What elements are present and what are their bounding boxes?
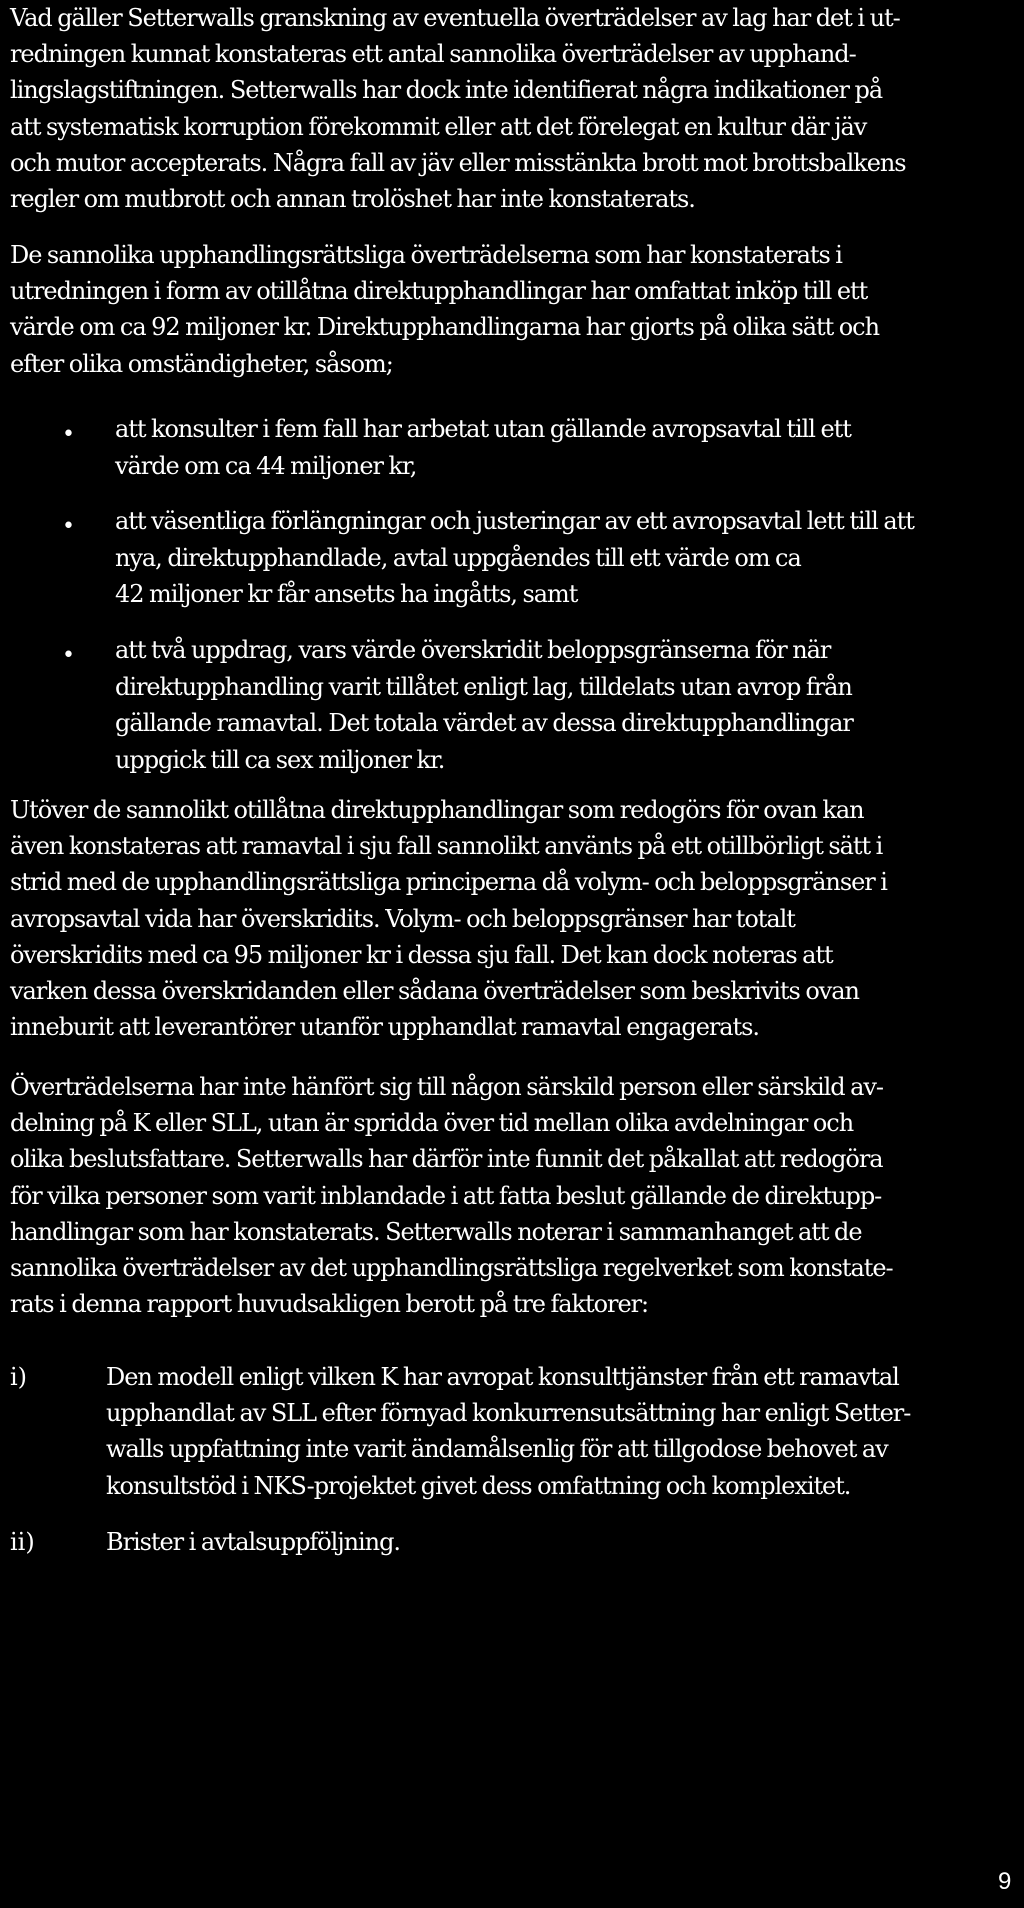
text-line: efter olika omständigheter, såsom; [10,349,393,378]
text-line: gällande ramavtal. Det totala värdet av dessa direktupphandlingar [115,709,853,737]
text-line: även konstateras att ramavtal i sju fall sannolikt använts på ett otillbörligt sätt i [10,832,883,861]
text-line: avropsavtal vida har överskridits. Volym- och beloppsgränser har totalt [10,904,795,933]
text-line: olika beslutsfattare. Setterwalls har därför inte funnit det påkallat att redogöra [10,1145,883,1174]
paragraph-framework-agreements [10,792,1015,1045]
text-line: värde om ca 44 miljoner kr, [115,451,417,480]
text-line: sannolika överträdelser av det upphandlingsrättsliga regelverket som konstate- [10,1254,893,1283]
text-line: direktupphandling varit tillåtet enligt lag, tilldelats utan avrop från [115,672,852,701]
bullet-text [115,411,1020,484]
paragraph-review-findings [10,0,1015,217]
text-line: för vilka personer som varit inblandade i att fatta beslut gällande de direktupp- [10,1181,882,1210]
text-line: Vad gäller Setterwalls granskning av eventuella överträdelser av lag har det i ut- [10,4,900,32]
text-line: regler om mutbrott och annan trolöshet har inte konstaterats. [10,185,695,214]
text-line: att väsentliga förlängningar och justeringar av ett avropsavtal lett till att [115,507,914,535]
text-line: Den modell enligt vilken K har avropat konsulttjänster från ett ramavtal [106,1363,899,1391]
text-line: Brister i avtalsuppföljning. [106,1528,400,1556]
text-line: De sannolika upphandlingsrättsliga överträdelserna som har konstaterats i [10,241,842,269]
text-line: att konsulter i fem fall har arbetat utan gällande avropsavtal till ett [115,415,851,443]
text-line: delning på K eller SLL, utan är spridda över tid mellan olika avdelningar och [10,1109,854,1138]
bullet-marker: • [62,643,75,668]
text-line: handlingar som har konstaterats. Setterwalls noterar i sammanhanget att de [10,1217,862,1246]
text-line: konsultstöd i NKS-projektet givet dess omfattning och komplexitet. [106,1471,851,1500]
bullet-text [115,503,1020,613]
factor-text [106,1524,1021,1560]
text-line: varken dessa överskridanden eller sådana överträdelser som beskrivits ovan [10,977,859,1006]
text-line: och mutor accepterats. Några fall av jäv eller misstänkta brott mot brottsbalkens [10,148,906,177]
text-line: Utöver de sannolikt otillåtna direktupphandlingar som redogörs för ovan kan [10,796,864,824]
text-line: lingslagstiftningen. Setterwalls har dock inte identifierat några indikationer på [10,76,883,105]
text-line: utredningen i form av otillåtna direktupphandlingar har omfattat inköp till ett [10,277,868,306]
enum-marker: i) [10,1363,28,1391]
bullet-marker: • [62,514,75,539]
text-line: 42 miljoner kr får ansetts ha ingåtts, samt [115,580,578,608]
enum-marker: ii) [10,1528,35,1556]
text-line: överskridits med ca 95 miljoner kr i dessa sju fall. Det kan dock noteras att [10,940,833,969]
text-line: att två uppdrag, vars värde överskridit beloppsgränserna för när [115,636,831,664]
text-line: att systematisk korruption förekommit eller att det förelegat en kultur där jäv [10,112,867,141]
paragraph-direct-procurements [10,237,1015,382]
text-line: redningen kunnat konstateras ett antal sannolika överträdelser av upphand- [10,40,856,69]
text-line: uppgick till ca sex miljoner kr. [115,745,445,774]
text-line: walls uppfattning inte varit ändamålsenlig för att tillgodose behovet av [106,1435,888,1464]
page-number: 9 [998,1868,1012,1895]
text-line: upphandlat av SLL efter förnyad konkurrensutsättning har enligt Setter- [106,1399,911,1428]
text-line: rats i denna rapport huvudsakligen berott på tre faktorer: [10,1290,649,1319]
text-line: nya, direktupphandlade, avtal uppgåendes till ett värde om ca [115,543,801,572]
text-line: värde om ca 92 miljoner kr. Direktupphandlingarna har gjorts på olika sätt och [10,313,879,342]
text-line: strid med de upphandlingsrättsliga principerna då volym- och beloppsgränser i [10,868,887,897]
bullet-text [115,632,1020,778]
text-line: inneburit att leverantörer utanför upphandlat ramavtal engagerats. [10,1013,759,1042]
bullet-marker: • [62,422,75,447]
text-line: Överträdelserna har inte hänfört sig till någon särskild person eller särskild av- [10,1073,883,1101]
factor-text [106,1359,1021,1504]
paragraph-violations-spread [10,1069,1015,1322]
